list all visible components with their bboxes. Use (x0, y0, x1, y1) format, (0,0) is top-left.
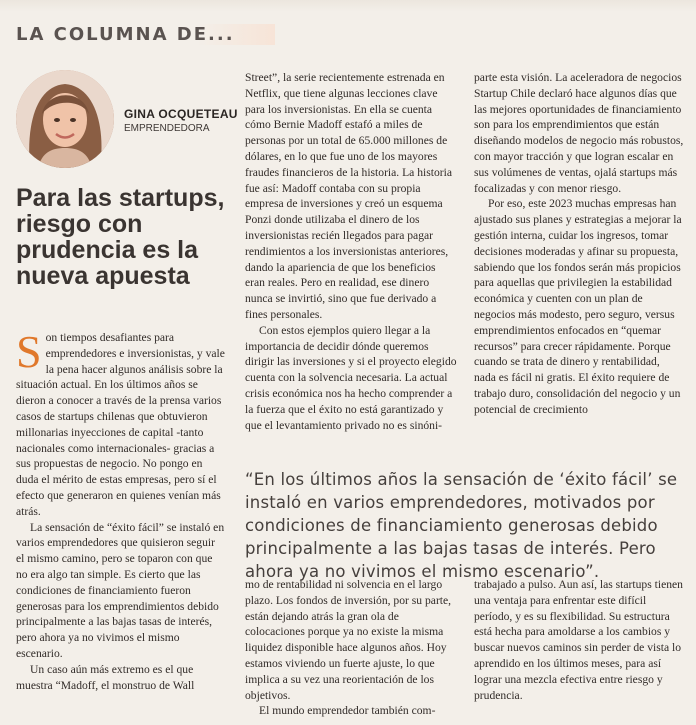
body-column-2 (245, 70, 457, 433)
paragraph: El mundo emprendedor también com- (259, 704, 436, 718)
article-headline: Para las startups, riesgo con prudencia es la nueva apuesta (16, 184, 225, 290)
paragraph: La sensación de “éxito fácil” se instaló en varios emprendedores que quisieron seguir el mismo camino, pero se toparon con que no era algo tan simple. Es cierto que las condiciones de financiamiento fueron generosas para los emprendimientos debido principalmente a las bajas tasas de interés, pero ahora ya no vivimos el mismo escenario. (16, 520, 225, 660)
drop-cap: S (16, 326, 42, 377)
pull-quote: “En los últimos años la sensación de ‘éxito fácil’ se instaló en varios emprendedores, motivados por condiciones de financiamiento generosas debido principalmente a las bajas tasas de interés. Pero ahora ya no vivimos el mismo escenario”. (245, 470, 678, 581)
paragraph: Por eso, este 2023 muchas empresas han ajustado sus planes y estrategias a mejorar la gestión interna, cuidar los ingresos, tomar decisiones moderadas y afinar su propuesta, sabiendo que los fondos serán más propicios para aquellas que privilegien la estabilidad económica y cuenten con un plan de negocios más modesto, pero seguro, versus emprendimientos enfocados en “quemar recursos” para crecer rápidamente. Porque cuando se trata de dinero y rentabilidad, nada es fácil ni gratis. El éxito requiere de trabajo duro, consolidación del negocio y un potencial de crecimiento (474, 197, 682, 416)
body-column-1 (16, 326, 226, 693)
paragraph: mo de rentabilidad ni solvencia en el largo plazo. Los fondos de inversión, por su parte, están dejando atrás la gran ola de colocaciones porque ya no existe la misma liquidez disponible hace algunos años. Hoy estamos viviendo un fuerte ajuste, lo que implica a su vez una reorientación de los objetivos. (245, 578, 452, 702)
section-label: LA COLUMNA DE... (16, 24, 275, 45)
paragraph: trabajado a pulso. Aun así, las startups tienen una ventaja para enfrentar este difícil período, y es su flexibilidad. Su estructura está hecha para amoldarse a los cambios y buscar nuevos caminos sin perder de vista lo aprendido en los últimos meses, para así lograr una mezcla efectiva entre riesgo y prudencia. (474, 578, 683, 702)
author-photo (16, 70, 114, 168)
author-name: GINA OCQUETEAU (124, 107, 238, 121)
paragraph: Street”, la serie recientemente estrenada en Netflix, que tiene algunas lecciones clave para los inversionistas. En ella se cuenta cómo Bernie Madoff estafó a miles de personas por un total de 65.000 millones de dólares, en lo que fue uno de los mayores fraudes financieros de la historia. La historia fue así: Madoff contaba con su propia empresa de inversiones y creó un esquema Ponzi donde utilizaba el dinero de los inversionistas recién llegados para pagar rendimientos a los inversionistas anteriores, dando la apariencia de que los beneficios eran reales. Pero en realidad, ese dinero nunca se invirtió, sino que fue derivado a fines personales. (245, 71, 453, 321)
paragraph: Con estos ejemplos quiero llegar a la importancia de decidir dónde queremos dirigir las inversiones y si el proyecto elegido cuenta con la solvencia necesaria. La actual crisis económica nos ha hecho comprender a la fuerza que el éxito no está garantizado y que el levantamiento privado no es sinóni- (245, 323, 457, 432)
author-role: EMPRENDEDORA (124, 123, 210, 134)
paragraph: parte esta visión. La aceleradora de negocios Startup Chile declaró hace algunos días que las mejores oportunidades de financiamiento son para los emprendimientos que están diseñando modelos de negocio más robustos, con mayor tracción y que logran escalar en sus volúmenes de ventas, ojalá startups más focalizadas y con menor riesgo. (474, 71, 684, 195)
paragraph: Un caso aún más extremo es el que muestra “Madoff, el monstruo de Wall (16, 662, 195, 692)
paragraph (16, 326, 226, 520)
page-edge (0, 0, 696, 12)
body-column-3 (474, 70, 684, 418)
paragraph-text: on tiempos desafiantes para emprendedores e inversionistas, y vale la pena hacer algunos análisis sobre la situación actual. En los últimos años se dieron a conocer a través de la prensa varios casos de startups chilenas que obtuvieron millonarias inyecciones de capital -tanto nacionales como internacionales- gracias a sus propuestas de negocio. No pongo en duda el mérito de estas empresas, pero sí el efecto que generaron en quienes venían más atrás. (16, 331, 225, 518)
body-column-5 (474, 577, 684, 703)
body-column-4 (245, 577, 457, 719)
author-portrait-icon (16, 70, 114, 168)
